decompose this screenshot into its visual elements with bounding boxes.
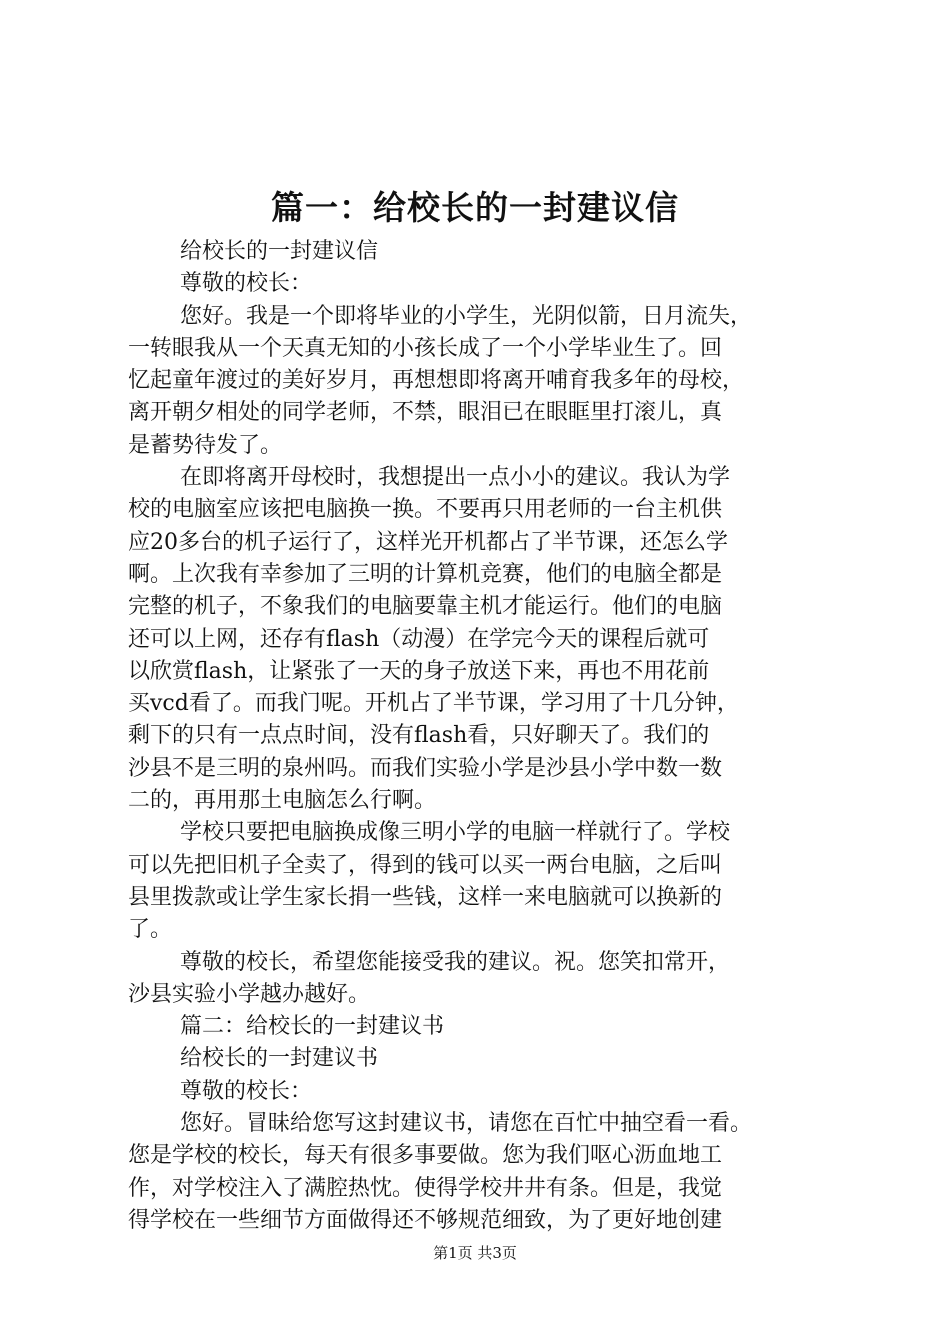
text-line: 沙县实验小学越办越好。 — [128, 981, 371, 1007]
text-line: 了。 — [128, 917, 173, 943]
text-line: 买vcd看了。而我门呢。开机占了半节课，学习用了十几分钟， — [128, 691, 739, 717]
text-line: 啊。上次我有幸参加了三明的计算机竞赛，他们的电脑全都是 — [128, 561, 723, 587]
text-line: 沙县不是三明的泉州吗。而我们实验小学是沙县小学中数一数 — [128, 755, 723, 781]
text-line: 剩下的只有一点点时间，没有flash看，只好聊天了。我们的 — [128, 723, 710, 749]
text-line: 在即将离开母校时，我想提出一点小小的建议。我认为学 — [180, 465, 731, 491]
text-line: 篇二：给校长的一封建议书 — [180, 1014, 445, 1040]
text-line: 尊敬的校长： — [180, 271, 313, 297]
text-line: 可以先把旧机子全卖了，得到的钱可以买一两台电脑，之后叫 — [128, 852, 723, 878]
text-line: 您好。冒昧给您写这封建议书，请您在百忙中抽空看一看。 — [180, 1111, 753, 1137]
text-line: 得学校在一些细节方面做得还不够规范细致，为了更好地创建 — [128, 1207, 723, 1233]
document-body — [128, 236, 830, 1237]
text-line: 给校长的一封建议信 — [180, 239, 379, 264]
text-line: 您好。我是一个即将毕业的小学生，光阴似箭，日月流失， — [180, 303, 753, 329]
text-line: 尊敬的校长，希望您能接受我的建议。祝。您笑扣常开， — [180, 949, 731, 975]
text-line: 是蓄势待发了。 — [128, 432, 283, 458]
document-title: 篇一：给校长的一封建议信 — [271, 188, 679, 227]
text-line: 忆起童年渡过的美好岁月，再想想即将离开哺育我多年的母校， — [128, 368, 745, 394]
text-line: 校的电脑室应该把电脑换一换。不要再只用老师的一台主机供 — [128, 497, 723, 523]
text-line: 离开朝夕相处的同学老师，不禁，眼泪已在眼眶里打滚儿，真 — [128, 400, 723, 426]
text-line: 县里拨款或让学生家长捐一些钱，这样一来电脑就可以换新的 — [128, 884, 723, 910]
text-line: 学校只要把电脑换成像三明小学的电脑一样就行了。学校 — [180, 820, 731, 846]
text-line: 尊敬的校长： — [180, 1078, 313, 1104]
text-line: 给校长的一封建议书 — [180, 1046, 379, 1072]
text-line: 应20多台的机子运行了，这样光开机都占了半节课，还怎么学 — [128, 529, 728, 555]
page-number-footer: 第1页 共3页 — [433, 1244, 517, 1262]
text-line: 完整的机子，不象我们的电脑要靠主机才能运行。他们的电脑 — [128, 594, 723, 620]
text-line: 二的，再用那土电脑怎么行啊。 — [128, 788, 437, 814]
text-line: 以欣赏flash，让紧张了一天的身子放送下来，再也不用花前 — [128, 658, 710, 684]
text-line: 一转眼我从一个天真无知的小孩长成了一个小学毕业生了。回 — [128, 335, 723, 361]
text-line: 您是学校的校长，每天有很多事要做。您为我们呕心沥血地工 — [128, 1143, 723, 1169]
text-line: 还可以上网，还存有flash（动漫）在学完今天的课程后就可 — [128, 626, 710, 652]
text-line: 作，对学校注入了满腔热忱。使得学校井井有条。但是，我觉 — [128, 1175, 723, 1201]
